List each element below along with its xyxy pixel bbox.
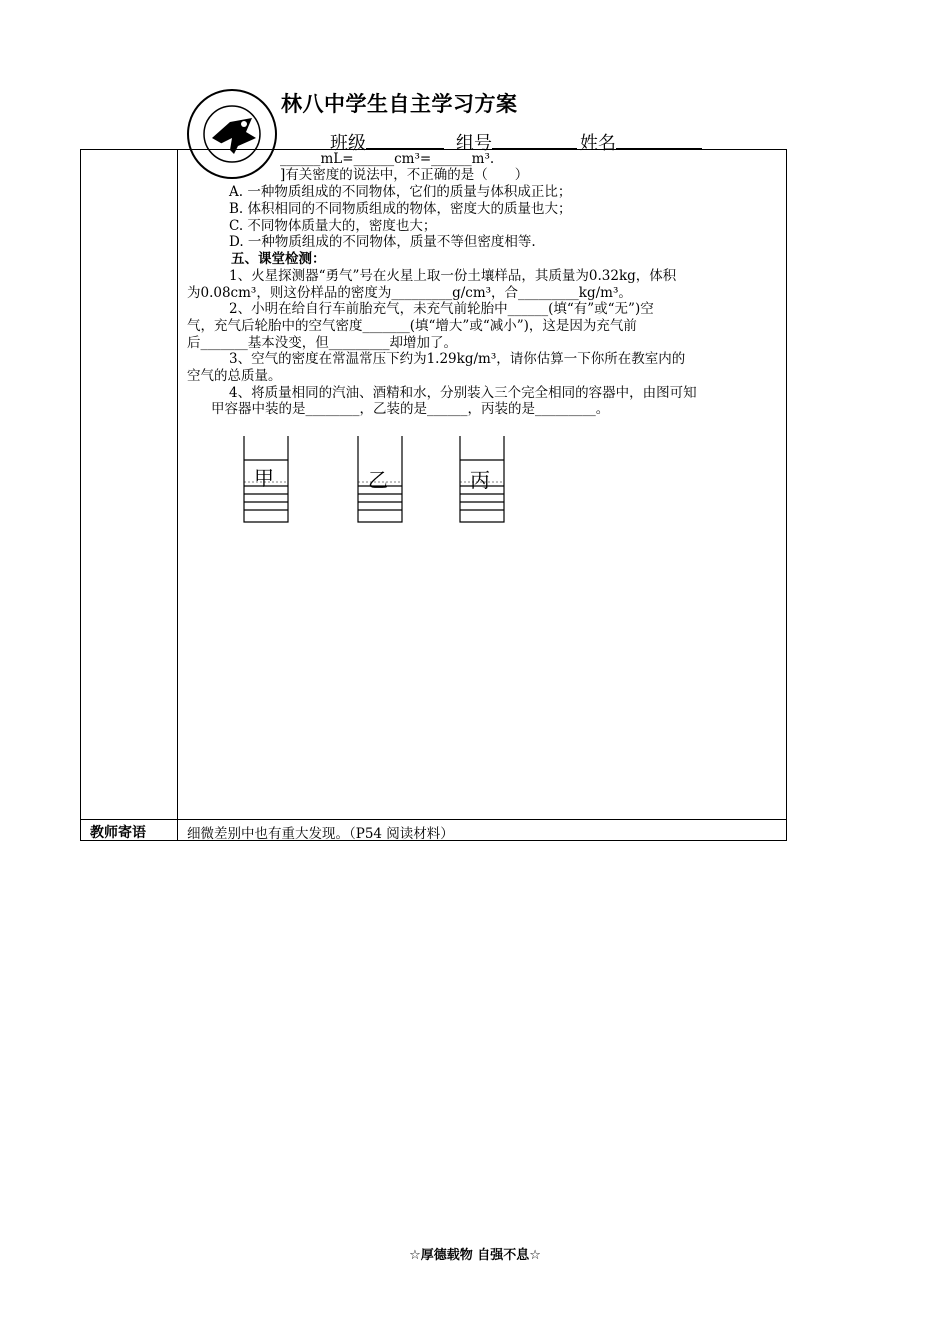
question-1-line-2: 为0.08cm³，则这份样品的密度为_________g/cm³，合_________kg/m³。: [187, 285, 632, 301]
teacher-note-text: 细微差别中也有重大发现。（P54 阅读材料）: [187, 826, 454, 842]
question-1-line-1: 1、火星探测器“勇气”号在火星上取一份土壤样品，其质量为0.32kg，体积: [229, 268, 677, 284]
option-d: D. 一种物质组成的不同物体，质量不等但密度相等.: [229, 234, 536, 250]
class-label: 班级: [330, 133, 366, 154]
unit-conversion-line: ______mL=______cm³=______m³.: [280, 151, 495, 167]
group-label: 组号: [456, 133, 492, 154]
section-heading: 五、课堂检测：: [231, 251, 326, 267]
option-b: B. 体积相同的不同物质组成的物体，密度大的质量也大；: [229, 201, 572, 217]
container-label-yi: 乙: [368, 468, 388, 492]
question-3-line-2: 空气的总质量。: [187, 368, 282, 384]
question-4-line-2: 甲容器中装的是________，乙装的是______，丙装的是_________。: [211, 401, 610, 417]
question-2-line-2: 气，充气后轮胎中的空气密度_______(填“增大”或“减小”)，这是因为充气前: [187, 318, 637, 334]
question-4-line-1: 4、将质量相同的汽油、酒精和水，分别装入三个完全相同的容器中，由图可知: [229, 385, 697, 401]
option-a: A. 一种物质组成的不同物体，它们的质量与体积成正比；: [229, 184, 572, 200]
name-label: 姓名: [580, 133, 616, 154]
teacher-note-label: 教师寄语: [90, 825, 146, 841]
table-row-divider: [80, 819, 787, 820]
question-line: ]有关密度的说法中，不正确的是（ ）: [280, 167, 529, 183]
question-2-line-3: 后_______基本没变，但_________却增加了。: [187, 335, 457, 351]
container-label-jia: 甲: [254, 466, 274, 490]
page-title: 林八中学生自主学习方案: [281, 92, 518, 116]
container-label-bing: 丙: [470, 468, 490, 492]
question-2-line-1: 2、小明在给自行车前胎充气，未充气前轮胎中______(填“有”或“无”)空: [229, 301, 654, 317]
footer-motto: ☆厚德载物 自强不息☆: [409, 1248, 541, 1263]
containers-figure: [240, 436, 540, 526]
question-3-line-1: 3、空气的密度在常温常压下约为1.29kg/m³，请你估算一下你所在教室内的: [229, 351, 686, 367]
option-c: C. 不同物体质量大的，密度也大；: [229, 218, 437, 234]
table-column-divider: [177, 149, 178, 841]
